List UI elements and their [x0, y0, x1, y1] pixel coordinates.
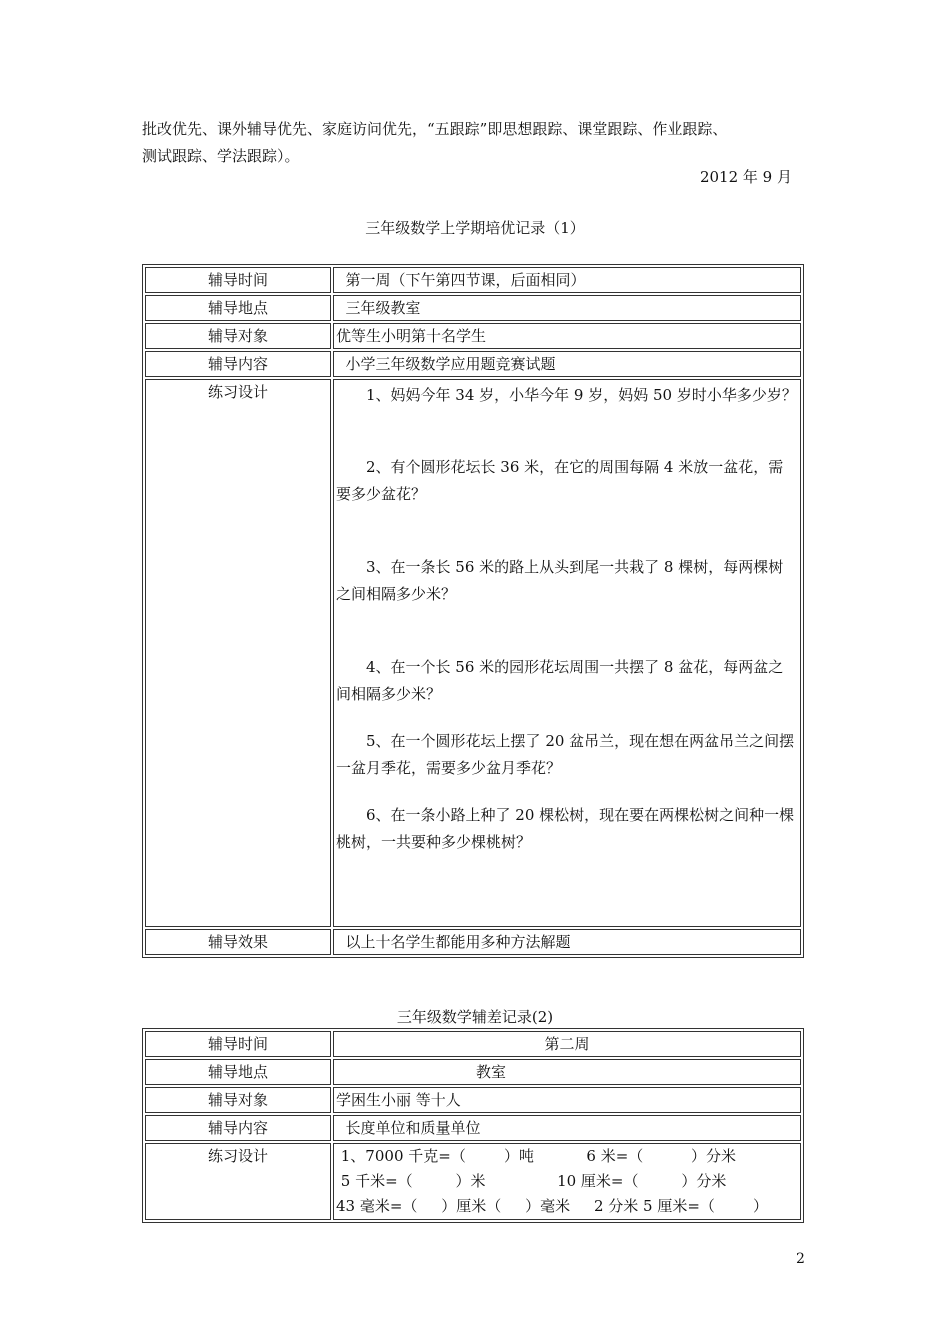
table-row — [145, 267, 801, 293]
row-label: 辅导时间 — [145, 267, 331, 293]
row-value: 以上十名学生都能用多种方法解题 — [333, 929, 801, 955]
row-label: 辅导内容 — [145, 1115, 331, 1141]
table-row — [145, 323, 801, 349]
question-2: 2、有个圆形花坛长 36 米，在它的周围每隔 4 米放一盆花，需要多少盆花？ — [336, 458, 784, 503]
row-label: 辅导时间 — [145, 1031, 331, 1057]
table-row — [145, 351, 801, 377]
practice-design-cell — [333, 379, 801, 927]
question-5: 5、在一个圆形花坛上摆了 20 盆吊兰，现在想在两盆吊兰之间摆一盆月季花，需要多少盆月季花？ — [336, 732, 795, 777]
record-2-table — [142, 1028, 804, 1223]
row-label: 练习设计 — [145, 1143, 331, 1220]
row-value: 第二周 — [333, 1031, 801, 1057]
question-4: 4、在一个长 56 米的园形花坛周围一共摆了 8 盆花，每两盆之间相隔多少米？ — [336, 658, 784, 703]
table-row — [145, 1031, 801, 1057]
row-value: 第一周（下午第四节课，后面相同） — [333, 267, 801, 293]
record-2-title: 三年级数学辅差记录(2) — [396, 1008, 554, 1026]
question-1: 1、妈妈今年 34 岁，小华今年 9 岁，妈妈 50 岁时小华多少岁？ — [366, 386, 797, 404]
page-number: 2 — [796, 1251, 805, 1267]
practice-design-cell — [333, 1143, 801, 1220]
table-row — [145, 1059, 801, 1085]
record-1-title: 三年级数学上学期培优记录（1） — [365, 219, 585, 237]
row-label: 辅导对象 — [145, 1087, 331, 1113]
question-6: 6、在一条小路上种了 20 棵松树，现在要在两棵松树之间种一棵桃树，一共要种多少棵桃树？ — [336, 806, 795, 851]
row-value: 教室 — [333, 1059, 801, 1085]
table-row — [145, 1143, 801, 1220]
row-label: 辅导内容 — [145, 351, 331, 377]
row-label: 辅导地点 — [145, 295, 331, 321]
row-label: 辅导地点 — [145, 1059, 331, 1085]
question-3: 3、在一条长 56 米的路上从头到尾一共栽了 8 棵树，每两棵树之间相隔多少米？ — [336, 558, 784, 603]
table-row — [145, 295, 801, 321]
table-row — [145, 1115, 801, 1141]
exercise-line-2: 5 千米=（ ）米 10 厘米=（ ）分米 — [336, 1172, 727, 1190]
row-value: 长度单位和质量单位 — [333, 1115, 801, 1141]
exercise-line-1: 1、7000 千克=（ ）吨 6 米=（ ）分米 — [336, 1147, 736, 1165]
row-label: 辅导效果 — [145, 929, 331, 955]
row-value: 小学三年级数学应用题竞赛试题 — [333, 351, 801, 377]
row-value: 三年级教室 — [333, 295, 801, 321]
exercise-line-3: 43 毫米=（ ）厘米（ ）毫米 2 分米 5 厘米=（ ） — [336, 1197, 769, 1215]
table-row — [145, 379, 801, 927]
row-value: 学困生小丽 等十人 — [333, 1087, 801, 1113]
record-1-table — [142, 264, 804, 958]
table-row — [145, 929, 801, 955]
row-label: 练习设计 — [145, 379, 331, 927]
table-row — [145, 1087, 801, 1113]
intro-line-2: 测试跟踪、学法跟踪）。 — [142, 147, 300, 165]
document-date: 2012 年 9 月 — [699, 168, 792, 186]
intro-line-1: 批改优先、课外辅导优先、家庭访问优先，“五跟踪”即思想跟踪、课堂跟踪、作业跟踪、 — [142, 120, 728, 138]
row-label: 辅导对象 — [145, 323, 331, 349]
row-value: 优等生小明第十名学生 — [333, 323, 801, 349]
